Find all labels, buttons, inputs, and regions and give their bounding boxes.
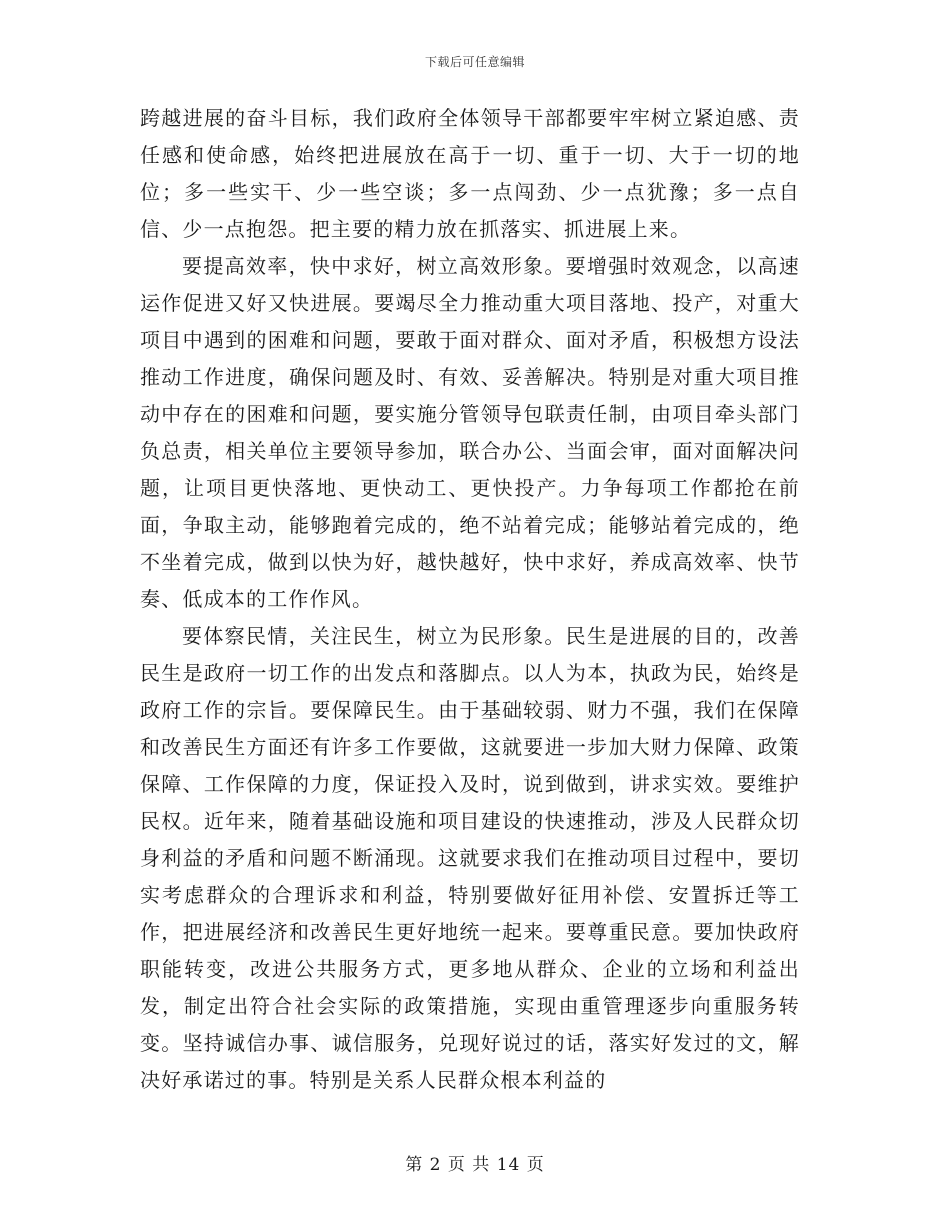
paragraph-efficiency: 要提高效率，快中求好，树立高效形象。要增强时效观念，以高速运作促进又好又快进展。要竭尽全力推动重大项目落地、投产，对重大项目中遇到的困难和问题，要敢于面对群众、面对矛盾，积极想方设法推动工作进度，确保问题及时、有效、妥善解决。特别是对重大项目推动中存在的困难和问题，要实施分管领导包联责任制，由项目牵头部门负总责，相关单位主要领导参加，联合办公、当面会审，面对面解决问题，让项目更快落地、更快动工、更快投产。力争每项工作都抢在前面，争取主动，能够跑着完成的，绝不站着完成；能够站着完成的，绝不坐着完成，做到以快为好，越快越好，快中求好，养成高效率、快节奏、低成本的工作作风。 — [140, 254, 800, 611]
page-number-text: 第 2 页 共 14 页 — [405, 1155, 545, 1175]
download-note: 下载后可任意编辑 — [424, 55, 525, 69]
page-number — [0, 1150, 950, 1175]
paragraph-continuation: 跨越进展的奋斗目标，我们政府全体领导干部都要牢牢树立紧迫感、责任感和使命感，始终把进展放在高于一切、重于一切、大于一切的地位；多一些实干、少一些空谈；多一点闯劲、少一点犹豫；多一点自信、少一点抱怨。把主要的精力放在抓落实、抓进展上来。 — [140, 106, 800, 241]
paragraph-livelihood: 要体察民情，关注民生，树立为民形象。民生是进展的目的，改善民生是政府一切工作的出发点和落脚点。以人为本，执政为民，始终是政府工作的宗旨。要保障民生。由于基础较弱、财力不强，我们在保障和改善民生方面还有许多工作要做，这就要进一步加大财力保障、政策保障、工作保障的力度，保证投入及时，说到做到，讲求实效。要维护民权。近年来，随着基础设施和项目建设的快速推动，涉及人民群众切身利益的矛盾和问题不断涌现。这就要求我们在推动项目过程中，要切实考虑群众的合理诉求和利益，特别要做好征用补偿、安置拆迁等工作，把进展经济和改善民生更好地统一起来。要尊重民意。要加快政府职能转变，改进公共服务方式，更多地从群众、企业的立场和利益出发，制定出符合社会实际的政策措施，实现由重管理逐步向重服务转变。坚持诚信办事、诚信服务，兑现好说过的话，落实好发过的文，解决好承诺过的事。特别是关系人民群众根本利益的 — [140, 624, 800, 1092]
document-body — [140, 100, 800, 1099]
